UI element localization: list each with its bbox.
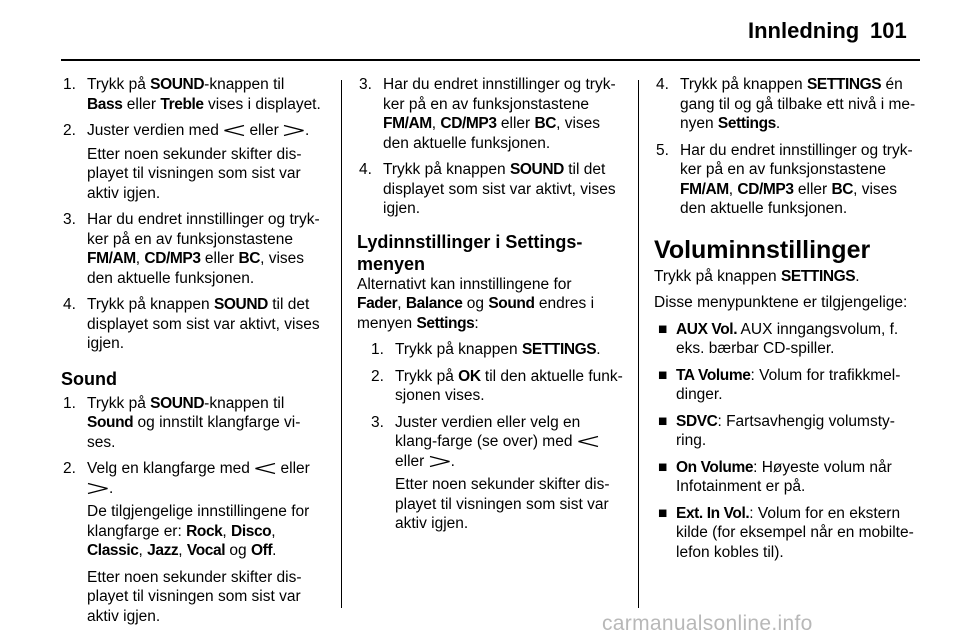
bullet-square-icon: ■ [658, 412, 668, 430]
arrow-left-icon [577, 435, 599, 448]
list-item: 2. Juster verdien med eller . [63, 122, 310, 139]
list-item: 3. Har du endret innstillinger og tryk-ker på en av funksjonstastene FM/AM, CD/MP3 eller BC, vises den aktuelle funksjonen. [359, 76, 616, 152]
section-heading-sound: Sound [61, 368, 117, 389]
arrow-right-icon [87, 482, 109, 495]
list-item: 1. Trykk på knappen SETTINGS. [371, 341, 601, 358]
arrow-left-icon [223, 124, 245, 137]
column-3 [654, 75, 922, 569]
list-item: 4. Trykk på knappen SETTINGS én gang til og gå tilbake ett nivå i me-nyen Settings. [656, 76, 916, 132]
arrow-left-icon [254, 462, 276, 475]
column-2: 3. Har du endret innstillinger og tryk-ker på en av funksjonstastene FM/AM, CD/MP3 eller BC, vises den aktuelle funksjonen. 4. Trykk på knappen SOUND til det displayet som sist var aktivt, vises igjen. Lydinnstillinger i Settings- menyen Alternativt kan innstillingene for Fader, Balance og Sound endres i menyen Settings: 1. Trykk på knappen SETTINGS. 2. Trykk på OK til den aktuelle funk-sjonen vises. 3. Juster verdien eller velg en klang-farge (se over) med eller . Etter noen sekunder skifter dis-playet til visningen som sist var aktiv igjen. [357, 75, 625, 541]
list-item: 2. Trykk på OK til den aktuelle funk-sjonen vises. [371, 367, 623, 404]
list-item-paragraph: De tilgjengelige innstillingene for klangfarge er: Rock, Disco, Classic, Jazz, Vocal og Off. [87, 503, 310, 559]
bullet-item: ■ TA Volume: Volum for trafikkmel-dinger. [658, 366, 901, 403]
bullet-item: ■ On Volume: Høyeste volum når Infotainment er på. [658, 458, 892, 495]
list-item: 1. Trykk på SOUND-knappen til Sound og innstilt klangfarge vi-ses. [63, 394, 301, 451]
arrow-right-icon [283, 124, 305, 137]
list-item: 2. Velg en klangfarge med eller . [63, 460, 310, 497]
header-rule [61, 59, 920, 61]
page-number: 101 [870, 18, 907, 43]
column-1: 1. Trykk på SOUND-knappen til Bass eller Treble vises i displayet. 2. Juster verdien med eller . Etter noen sekunder skifter dis-playet til visningen som sist var aktiv igjen. 3. Har du endret innstillinger og tryk-ker på en av funksjonstastene FM/AM, CD/MP3 eller BC, vises den aktuelle funksjonen. 4. Trykk på knappen SOUND til det displayet som sist var aktivt, vises igjen. Sound 1. Trykk på SOUND-knappen til Sound og innstilt klangfarge vi-ses. 2. Velg en klangfarge med eller . De tilgjengelige innstillingene for klangfarge er: Rock, Disco, Classic, Jazz, Vocal og Off. Etter noen sekunder skifter dis-playet til visningen som sist var aktiv igjen. [61, 75, 327, 633]
bullet-square-icon: ■ [658, 320, 668, 338]
intro-paragraph: Alternativt kan innstillingene for Fader, Balance og Sound endres i menyen Settings: [357, 275, 595, 332]
paragraph: Trykk på knappen SETTINGS. [654, 267, 860, 285]
bullet-square-icon: ■ [658, 458, 668, 476]
list-item: 4. Trykk på knappen SOUND til det displayet som sist var aktivt, vises igjen. [63, 296, 320, 352]
page-header-title: Innledning [748, 18, 860, 43]
list-item: 5. Har du endret innstillinger og tryk-ker på en av funksjonstastene FM/AM, CD/MP3 eller BC, vises den aktuelle funksjonen. [656, 141, 913, 217]
bullet-square-icon: ■ [658, 504, 668, 522]
bullet-item: ■ SDVC: Fartsavhengig volumsty-ring. [658, 412, 895, 449]
paragraph: Disse menypunktene er tilgjengelige: [654, 294, 908, 311]
watermark: carmanualsonline.info [602, 612, 813, 635]
column-divider-2 [638, 80, 639, 608]
section-heading-settings-menu: Lydinnstillinger i Settings- menyen [357, 231, 583, 274]
list-item: 3. Juster verdien eller velg en klang-farge (se over) med eller . [357, 413, 625, 472]
bullet-item: ■ Ext. In Vol.: Volum for en ekstern kilde (for eksempel når en mobilte-lefon kobles til). [658, 504, 914, 561]
list-item: 1. Trykk på SOUND-knappen til Bass eller Treble vises i displayet. [63, 76, 321, 113]
bullet-item: ■ AUX Vol. AUX inngangsvolum, f. eks. bærbar CD-spiller. [658, 320, 899, 357]
column-divider-1 [341, 80, 342, 608]
arrow-right-icon [429, 455, 451, 468]
bullet-square-icon: ■ [658, 366, 668, 384]
list-item: 4. Trykk på knappen SOUND til det displayet som sist var aktivt, vises igjen. [359, 161, 616, 217]
list-item: 3. Har du endret innstillinger og tryk-ker på en av funksjonstastene FM/AM, CD/MP3 eller BC, vises den aktuelle funksjonen. [63, 211, 320, 287]
section-heading-volume: Voluminnstillinger [654, 235, 871, 264]
